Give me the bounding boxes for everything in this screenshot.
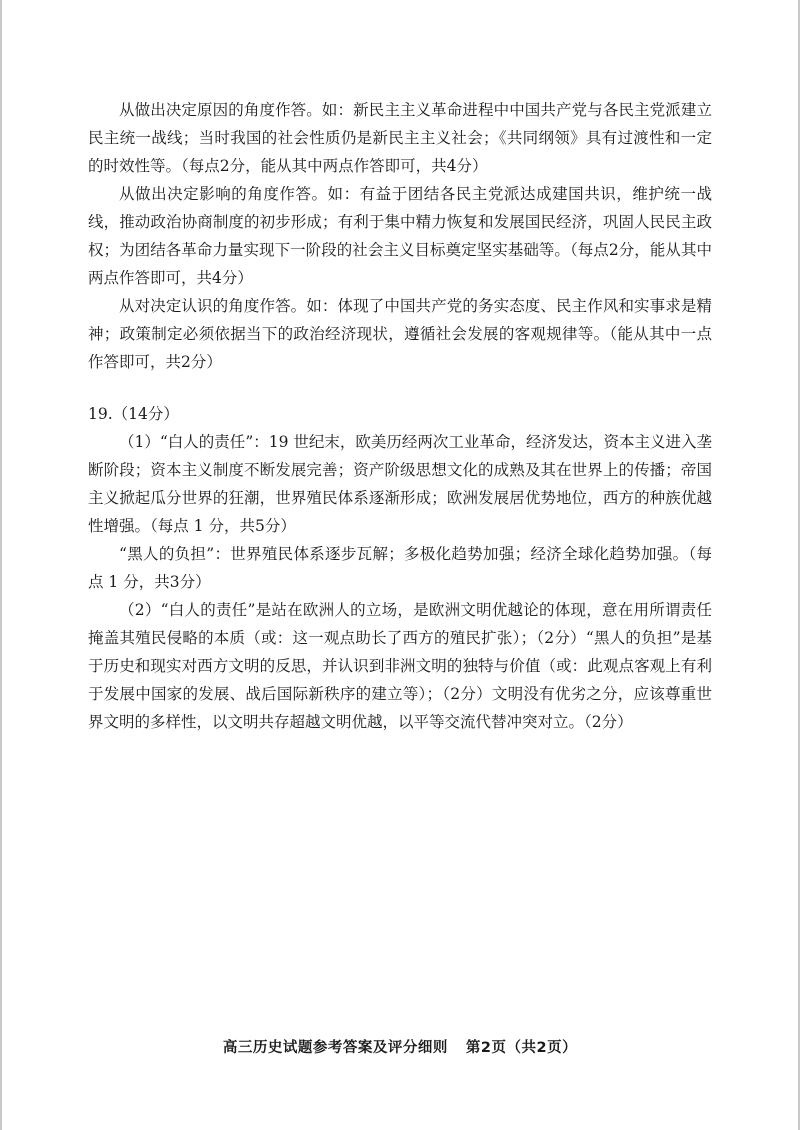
footer-title: 高三历史试题参考答案及评分细则: [222, 1040, 448, 1056]
q18-understanding-paragraph: 从对决定认识的角度作答。如：体现了中国共产党的务实态度、民主作风和实事求是精神；政策制定必须依据当下的政治经济现状，遵循社会发展的客观规律等。（能从其中一点作答即可，共2分）: [88, 297, 712, 371]
q18-impact-paragraph: 从做出决定影响的角度作答。如：有益于团结各民主党派达成建国共识，维护统一战线，推动政治协商制度的初步形成；有利于集中精力恢复和发展国民经济，巩固人民民主政权；为团结各革命力量实现下一阶段的社会主义目标奠定坚实基础等。（每点2分，能从其中两点作答即可，共4分）: [88, 185, 712, 287]
q19-part2: （2）“白人的责任”是站在欧洲人的立场，是欧洲文明优越论的体现，意在用所谓责任掩盖其殖民侵略的本质（或：这一观点助长了西方的殖民扩张）；（2分）“黑人的负担”是基于历史和现实对西方文明的反思，并认识到非洲文明的独特与价值（或：此观点客观上有利于发展中国家的发展、战后国际新秩序的建立等）；（2分）文明没有优劣之分，应该尊重世界文明的多样性，以文明共存超越文明优越，以平等交流代替冲突对立。（2分）: [88, 601, 712, 731]
document-body: [88, 96, 712, 736]
section-gap: [88, 376, 712, 400]
q19-part1-white-burden: （1）“白人的责任”：19 世纪末，欧美历经两次工业革命，经济发达，资本主义进入垄断阶段；资本主义制度不断发展完善；资产阶级思想文化的成熟及其在世界上的传播；帝国主义掀起瓜分世界的狂潮，世界殖民体系逐渐形成；欧洲发展居优势地位，西方的种族优越性增强。（每点 1 分，共5分）: [88, 433, 712, 535]
q19-heading: 19.（14分）: [88, 405, 179, 423]
footer-page-number: 第2页（共2页）: [465, 1040, 578, 1056]
q18-reason-paragraph: 从做出决定原因的角度作答。如：新民主主义革命进程中中国共产党与各民主党派建立民主统一战线；当时我国的社会性质仍是新民主主义社会；《共同纲领》具有过渡性和一定的时效性等。（每点2分，能从其中两点作答即可，共4分）: [88, 101, 712, 175]
q19-part1-black-burden: “黑人的负担”：世界殖民体系逐步瓦解；多极化趋势加强；经济全球化趋势加强。（每点 1 分，共3分）: [88, 545, 712, 591]
page-footer: [0, 1036, 800, 1057]
